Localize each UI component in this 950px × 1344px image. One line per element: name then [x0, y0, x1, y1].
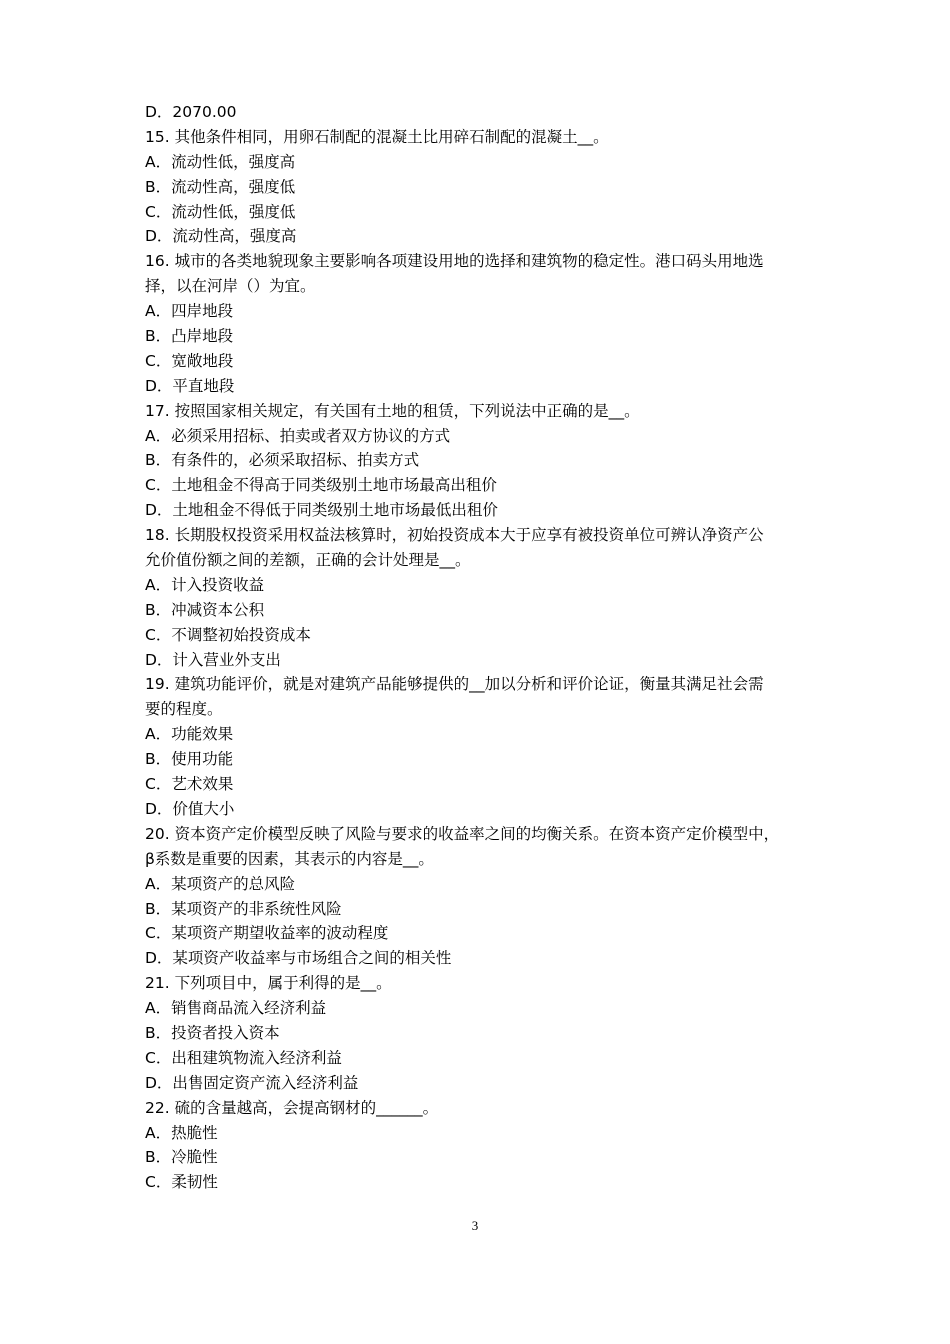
option-line: D．价值大小 — [145, 799, 235, 818]
question-line: 22. 硫的含量越高，会提高钢材的______。 — [145, 1098, 439, 1117]
option-line: B．使用功能 — [145, 750, 234, 769]
question-line: 17. 按照国家相关规定，有关国有土地的租赁，下列说法中正确的是__。 — [145, 401, 640, 420]
option-line: C．出租建筑物流入经济利益 — [145, 1048, 342, 1067]
option-line: D．流动性高，强度高 — [145, 227, 297, 246]
option-line: D．某项资产收益率与市场组合之间的相关性 — [145, 949, 452, 968]
option-line: C．流动性低，强度低 — [145, 202, 296, 221]
option-line: B．投资者投入资本 — [145, 1023, 280, 1042]
option-line: C．土地租金不得高于同类级别土地市场最高出租价 — [145, 476, 497, 495]
option-line: D．2070.00 — [145, 103, 237, 121]
option-line: D．出售固定资产流入经济利益 — [145, 1073, 359, 1092]
option-line: C．不调整初始投资成本 — [145, 625, 311, 644]
option-line: A．热脆性 — [145, 1123, 218, 1142]
option-line: B．凸岸地段 — [145, 327, 234, 346]
option-line: D．计入营业外支出 — [145, 650, 281, 669]
option-line: A．四岸地段 — [145, 302, 234, 321]
option-line: A．功能效果 — [145, 725, 234, 744]
option-line: C．宽敞地段 — [145, 351, 234, 370]
option-line: C．柔韧性 — [145, 1173, 218, 1192]
option-line: B．有条件的，必须采取招标、拍卖方式 — [145, 451, 420, 470]
option-line: A．流动性低，强度高 — [145, 152, 296, 171]
question-line: 要的程度。 — [145, 700, 223, 719]
option-line: A．必须采用招标、拍卖或者双方协议的方式 — [145, 426, 451, 445]
option-line: C．某项资产期望收益率的波动程度 — [145, 924, 389, 943]
option-line: A．销售商品流入经济利益 — [145, 999, 327, 1018]
question-line: 择，以在河岸（）为宜。 — [145, 277, 316, 296]
option-line: B．冷脆性 — [145, 1148, 218, 1167]
option-line: A．某项资产的总风险 — [145, 874, 296, 893]
option-line: D．土地租金不得低于同类级别土地市场最低出租价 — [145, 501, 498, 520]
option-line: A．计入投资收益 — [145, 575, 265, 594]
question-line: β系数是重要的因素，其表示的内容是__。 — [145, 849, 434, 868]
option-line: B．某项资产的非系统性风险 — [145, 899, 342, 918]
question-line: 15. 其他条件相同，用卵石制配的混凝土比用碎石制配的混凝土__。 — [145, 127, 609, 146]
option-line: B．流动性高，强度低 — [145, 177, 296, 196]
option-line: D．平直地段 — [145, 376, 235, 395]
question-line: 19. 建筑功能评价，就是对建筑产品能够提供的__加以分析和评价论证，衡量其满足社会需 — [145, 675, 764, 694]
question-line: 21. 下列项目中，属于利得的是__。 — [145, 974, 392, 993]
option-line: B．冲减资本公积 — [145, 600, 265, 619]
page-number: 3 — [471, 1218, 479, 1233]
question-line: 20. 资本资产定价模型反映了风险与要求的收益率之间的均衡关系。在资本资产定价模型中， — [145, 824, 780, 843]
option-line: C．艺术效果 — [145, 775, 234, 794]
document-body — [145, 100, 825, 1195]
question-line: 16. 城市的各类地貌现象主要影响各项建设用地的选择和建筑物的稳定性。港口码头用地选 — [145, 252, 764, 271]
question-line: 18. 长期股权投资采用权益法核算时，初始投资成本大于应享有被投资单位可辨认净资产公 — [145, 526, 764, 545]
question-line: 允价值份额之间的差额，正确的会计处理是__。 — [145, 551, 471, 570]
